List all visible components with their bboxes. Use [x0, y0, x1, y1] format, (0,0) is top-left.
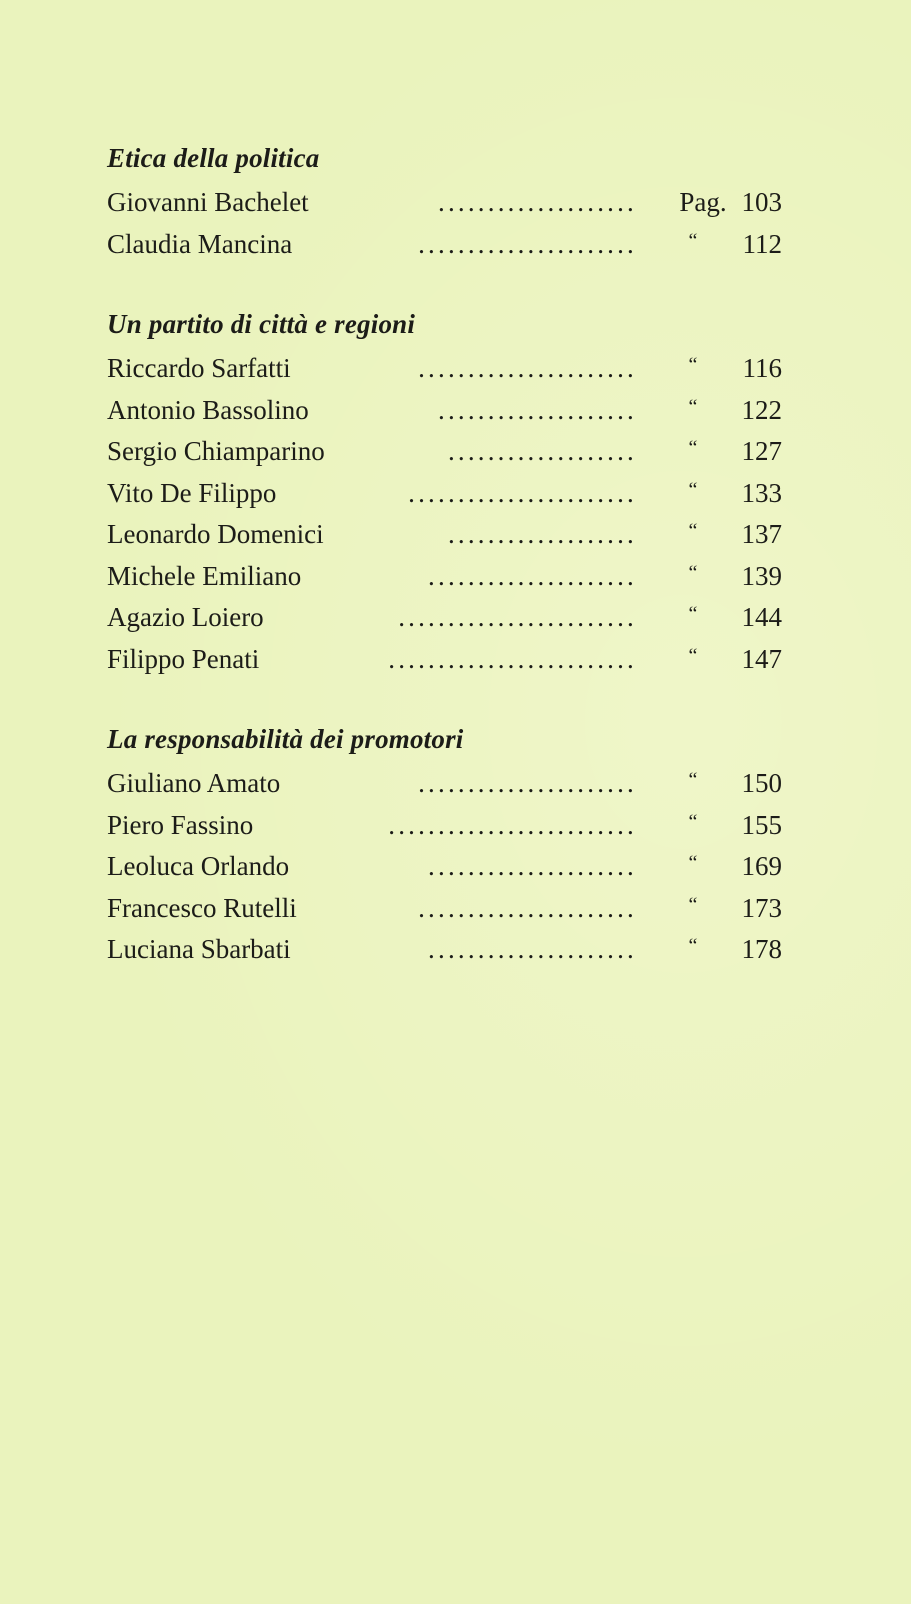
leader-dots: ......................: [418, 892, 637, 923]
entry-author: Antonio Bassolino: [107, 394, 309, 425]
page-number: 173: [741, 892, 782, 923]
toc-entry: [107, 556, 807, 598]
page-number: 137: [741, 519, 782, 549]
toc-entry: [107, 224, 807, 266]
leader-dots: ...................: [447, 519, 637, 549]
entry-author: Leoluca Orlando: [107, 851, 290, 881]
ditto-mark: “: [688, 229, 698, 252]
ditto-mark: “: [688, 437, 698, 459]
table-of-contents: [107, 138, 807, 1010]
entry-author: Riccardo Sarfatti: [107, 353, 291, 383]
entry-author: Agazio Loiero: [107, 602, 264, 632]
toc-entry: [107, 182, 807, 224]
leader-dots: .....................: [428, 934, 637, 964]
toc-entry: [107, 805, 807, 847]
entry-author: Luciana Sbarbati: [107, 934, 291, 964]
ditto-mark: “: [688, 935, 698, 957]
entry-author: Claudia Mancina: [107, 228, 293, 259]
leader-dots: ......................: [418, 228, 637, 259]
leader-dots: ......................: [418, 768, 637, 798]
entry-author: Giovanni Bachelet: [107, 187, 309, 217]
ditto-mark: “: [688, 769, 698, 791]
page-number: 178: [741, 934, 782, 964]
toc-entry: [107, 846, 807, 888]
toc-entry: [107, 514, 807, 556]
toc-entry: [107, 473, 807, 515]
section-title: La responsabilità dei promotori: [107, 724, 464, 754]
ditto-mark: “: [688, 478, 698, 501]
page-number: 116: [742, 353, 782, 383]
entry-author: Filippo Penati: [107, 643, 260, 674]
page-number: 144: [741, 602, 782, 632]
toc-entry: [107, 348, 807, 390]
ditto-mark: “: [688, 354, 698, 376]
toc-entry: [107, 390, 807, 432]
entry-author: Francesco Rutelli: [107, 892, 297, 923]
leader-dots: ......................: [418, 353, 637, 383]
page-number: 150: [741, 768, 782, 798]
page-number: 139: [741, 560, 782, 591]
page-number: 103: [741, 187, 782, 217]
leader-dots: ....................: [438, 394, 637, 425]
page-number: 112: [742, 228, 782, 259]
toc-entry: [107, 431, 807, 473]
ditto-mark: “: [688, 852, 698, 874]
ditto-mark: “: [688, 603, 698, 625]
leader-dots: .....................: [428, 851, 637, 881]
leader-dots: .......................: [408, 477, 637, 508]
ditto-mark: “: [688, 395, 698, 418]
toc-section: [107, 719, 807, 971]
toc-entry: [107, 597, 807, 639]
page-number: 147: [741, 643, 782, 674]
toc-entry: [107, 763, 807, 805]
page-number: 133: [741, 477, 782, 508]
ditto-mark: “: [688, 893, 698, 916]
entry-author: Vito De Filippo: [107, 477, 277, 508]
page-number: 122: [741, 394, 782, 425]
ditto-mark: “: [688, 644, 698, 667]
page-number: 155: [741, 809, 782, 840]
leader-dots: ....................: [438, 187, 637, 217]
page-label: Pag.: [679, 187, 727, 217]
ditto-mark: “: [688, 520, 698, 542]
toc-entry: [107, 929, 807, 971]
leader-dots: .....................: [428, 560, 637, 591]
leader-dots: .........................: [388, 643, 637, 674]
entry-author: Michele Emiliano: [107, 560, 302, 591]
toc-section: [107, 138, 807, 265]
page-number: 169: [741, 851, 782, 881]
toc-section: [107, 304, 807, 680]
entry-author: Giuliano Amato: [107, 768, 281, 798]
leader-dots: ...................: [447, 436, 637, 466]
ditto-mark: “: [688, 810, 698, 833]
ditto-mark: “: [688, 561, 698, 584]
toc-entry: [107, 639, 807, 681]
entry-author: Leonardo Domenici: [107, 519, 324, 549]
section-title: Un partito di città e regioni: [107, 309, 416, 339]
page-number: 127: [741, 436, 782, 466]
entry-author: Piero Fassino: [107, 809, 254, 840]
section-title: Etica della politica: [107, 143, 320, 173]
toc-entry: [107, 888, 807, 930]
leader-dots: ........................: [398, 602, 637, 632]
entry-author: Sergio Chiamparino: [107, 436, 325, 466]
leader-dots: .........................: [388, 809, 637, 840]
